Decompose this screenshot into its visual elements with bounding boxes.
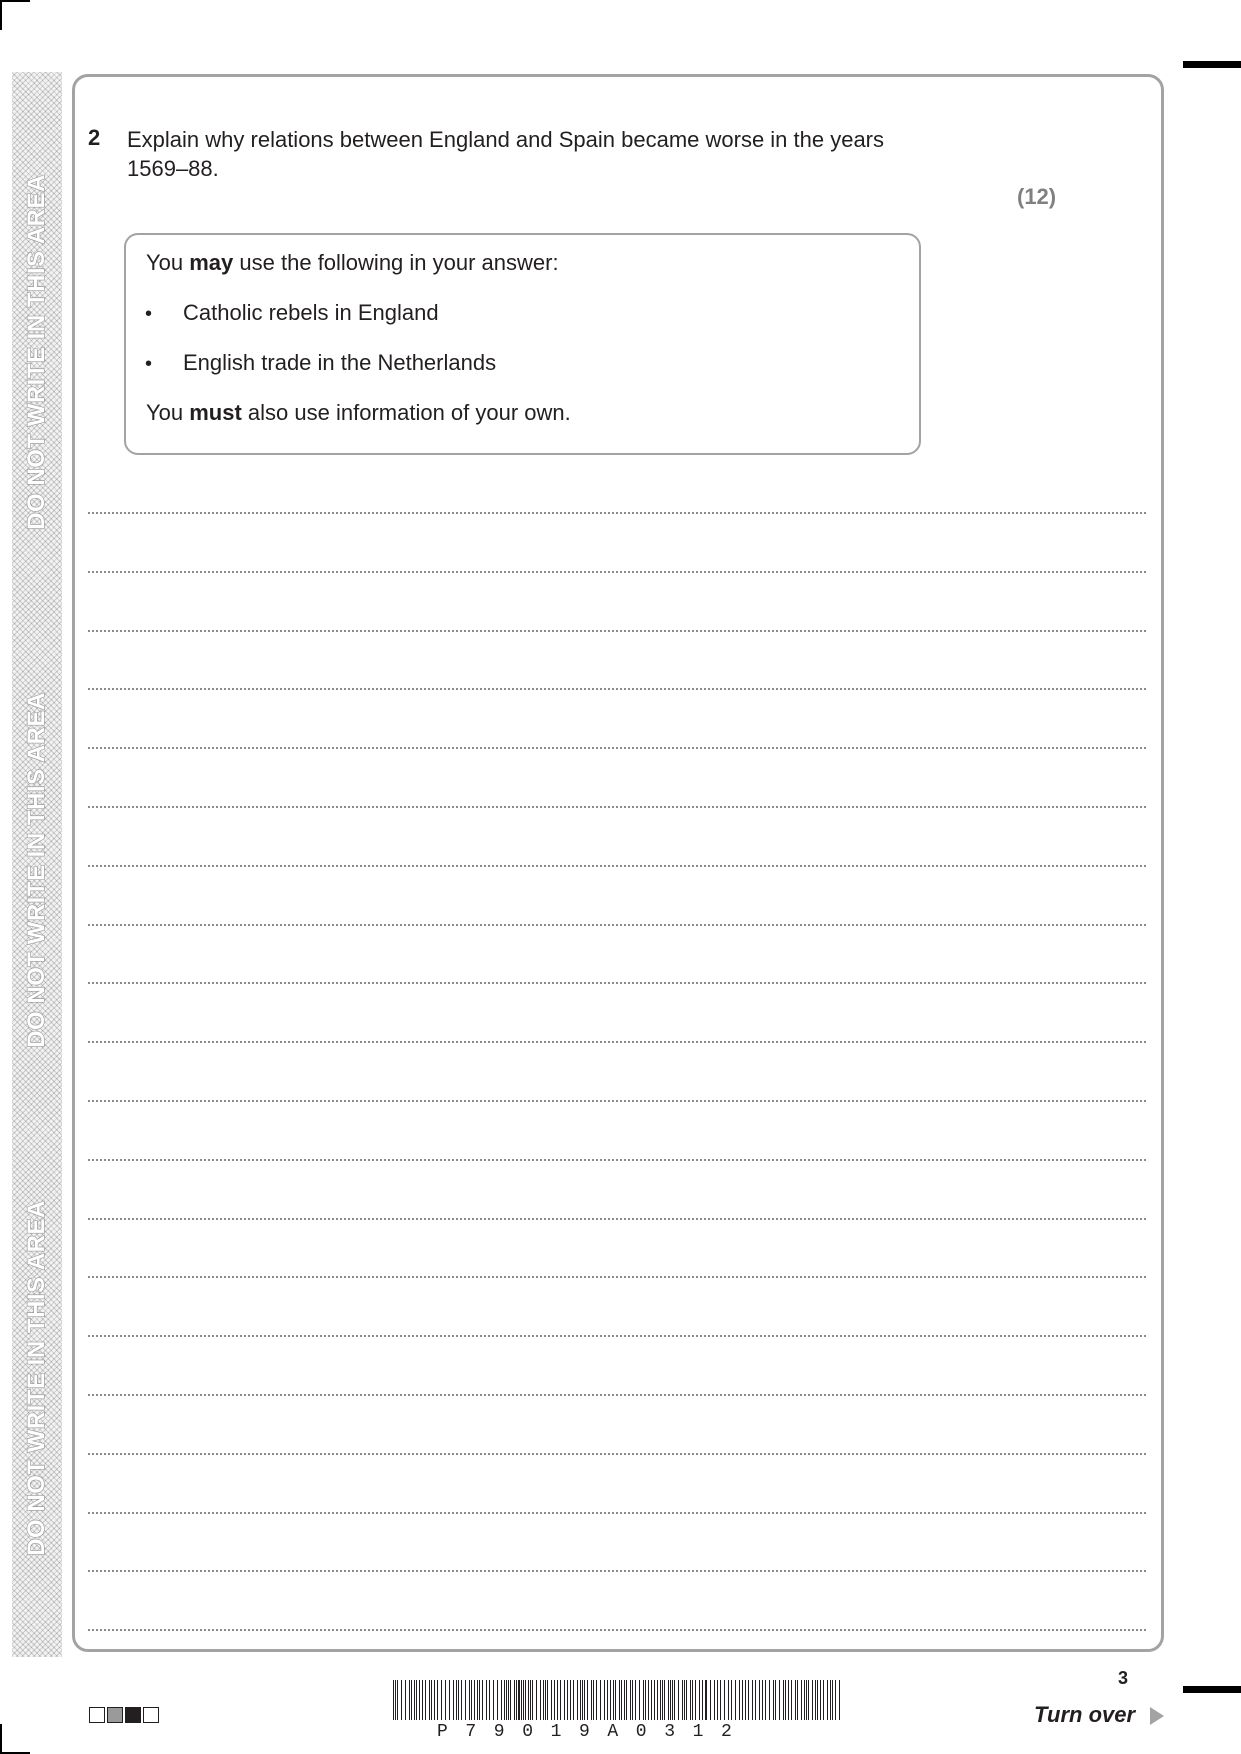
barcode-bar	[471, 1680, 472, 1720]
barcode-bar	[626, 1680, 627, 1720]
turn-over-arrow-icon	[1150, 1707, 1164, 1725]
barcode-bar	[717, 1680, 718, 1720]
margin-warning-middle: DO NOT WRITE IN THIS AREA	[23, 692, 50, 1048]
barcode-bar	[775, 1680, 776, 1720]
barcode-bar	[769, 1680, 770, 1720]
hint-item: English trade in the Netherlands	[183, 350, 497, 375]
bullet-icon: •	[145, 303, 153, 325]
barcode-bar	[441, 1680, 442, 1720]
barcode-bar	[654, 1680, 655, 1720]
barcode-bar	[501, 1680, 502, 1720]
hint-intro-suffix: use the following in your answer:	[233, 250, 559, 275]
barcode	[393, 1680, 845, 1720]
barcode-bar	[835, 1680, 836, 1720]
barcode-bar	[518, 1680, 520, 1720]
barcode-bar	[429, 1680, 430, 1720]
barcode-bar	[801, 1680, 802, 1720]
barcode-bar	[630, 1680, 631, 1720]
answer-line[interactable]	[88, 1100, 1146, 1102]
barcode-bar	[557, 1680, 558, 1720]
barcode-bar	[797, 1680, 798, 1720]
page-marker-squares	[89, 1707, 159, 1723]
answer-line[interactable]	[88, 1629, 1146, 1631]
barcode-bar	[657, 1680, 658, 1720]
barcode-bar	[613, 1680, 614, 1720]
barcode-bar	[619, 1680, 620, 1720]
barcode-bar	[397, 1680, 398, 1720]
barcode-bar	[714, 1680, 715, 1720]
question-number: 2	[88, 125, 101, 150]
hint-own-prefix: You	[146, 400, 190, 425]
answer-line[interactable]	[88, 1394, 1146, 1396]
barcode-bar	[477, 1680, 478, 1720]
barcode-bar	[486, 1680, 487, 1720]
barcode-bar	[785, 1680, 786, 1720]
question-text: Explain why relations between England and Spain became worse in the years 1569–88.	[127, 127, 885, 181]
barcode-bar	[635, 1680, 636, 1720]
barcode-bar	[528, 1680, 529, 1720]
barcode-bar	[600, 1680, 601, 1720]
barcode-bar	[508, 1680, 509, 1720]
barcode-bar	[742, 1680, 743, 1720]
barcode-bar	[648, 1680, 649, 1720]
barcode-bar	[692, 1680, 693, 1720]
barcode-bar	[670, 1680, 671, 1720]
barcode-bar	[710, 1680, 711, 1720]
barcode-bar	[458, 1680, 459, 1720]
answer-line[interactable]	[88, 1453, 1146, 1455]
barcode-bar	[532, 1680, 533, 1720]
crop-mark-bottom-left-v	[0, 1724, 2, 1754]
barcode-bar	[639, 1680, 640, 1720]
barcode-bar	[393, 1680, 394, 1720]
barcode-bar	[596, 1680, 597, 1720]
answer-line[interactable]	[88, 1159, 1146, 1161]
barcode-bar	[705, 1680, 707, 1720]
barcode-bar	[545, 1680, 546, 1720]
hint-intro	[146, 250, 559, 276]
answer-line[interactable]	[88, 512, 1146, 514]
barcode-bar	[812, 1680, 813, 1720]
barcode-bar	[817, 1680, 818, 1720]
barcode-bar	[461, 1680, 462, 1720]
barcode-bar	[416, 1680, 417, 1720]
hint-own-bold: must	[189, 400, 242, 425]
barcode-bar	[839, 1680, 840, 1720]
answer-line[interactable]	[88, 1570, 1146, 1572]
barcode-bar	[567, 1680, 568, 1720]
registration-bar-top	[1183, 61, 1241, 68]
barcode-bar	[662, 1680, 663, 1720]
margin-warning-top: DO NOT WRITE IN THIS AREA	[23, 174, 50, 530]
barcode-bar	[593, 1680, 594, 1720]
barcode-bar	[632, 1680, 633, 1720]
answer-line[interactable]	[88, 747, 1146, 749]
barcode-bar	[682, 1680, 683, 1720]
barcode-bar	[690, 1680, 691, 1720]
answer-line[interactable]	[88, 571, 1146, 573]
barcode-bar	[409, 1680, 410, 1720]
barcode-bar	[564, 1680, 565, 1720]
barcode-bar	[795, 1680, 796, 1720]
crop-mark-top-left-h	[0, 0, 30, 2]
page-number: 3	[1118, 1668, 1129, 1688]
barcode-bar	[570, 1680, 571, 1720]
barcode-bar	[580, 1680, 581, 1720]
barcode-bar	[422, 1680, 423, 1720]
barcode-bar	[804, 1680, 805, 1720]
answer-line[interactable]	[88, 924, 1146, 926]
barcode-bar	[401, 1680, 402, 1720]
barcode-bar	[554, 1680, 555, 1720]
barcode-bar	[453, 1680, 454, 1720]
barcode-bar	[624, 1680, 625, 1720]
barcode-bar	[449, 1680, 450, 1720]
barcode-bar	[547, 1680, 548, 1720]
barcode-bar	[808, 1680, 809, 1720]
marker-square-empty	[143, 1707, 159, 1723]
answer-line[interactable]	[88, 1041, 1146, 1043]
barcode-bar	[514, 1680, 515, 1720]
barcode-bar	[504, 1680, 505, 1720]
barcode-bar	[530, 1680, 531, 1720]
barcode-bar	[395, 1680, 396, 1720]
barcode-bar	[543, 1680, 544, 1720]
barcode-bar	[497, 1680, 498, 1720]
barcode-bar	[419, 1680, 420, 1720]
barcode-bar	[577, 1680, 578, 1720]
barcode-bar	[678, 1680, 679, 1720]
marker-square-black	[125, 1707, 141, 1723]
barcode-bar	[582, 1680, 583, 1720]
barcode-bar	[827, 1680, 828, 1720]
answer-line[interactable]	[88, 1276, 1146, 1278]
registration-bar-bottom	[1183, 1686, 1241, 1693]
barcode-bar	[621, 1680, 622, 1720]
barcode-bar	[434, 1680, 435, 1720]
barcode-bar	[765, 1680, 766, 1720]
answer-line[interactable]	[88, 1512, 1146, 1514]
barcode-bar	[752, 1680, 753, 1720]
hint-own-info	[146, 400, 571, 426]
barcode-bar	[664, 1680, 665, 1720]
marker-square-empty	[89, 1707, 105, 1723]
hint-item: Catholic rebels in England	[183, 300, 439, 325]
barcode-bar	[672, 1680, 673, 1720]
barcode-bar	[660, 1680, 661, 1720]
hint-intro-bold: may	[189, 250, 234, 275]
barcode-bar	[445, 1680, 446, 1720]
barcode-bar	[536, 1680, 537, 1720]
barcode-bar	[551, 1680, 552, 1720]
barcode-bar	[414, 1680, 415, 1720]
barcode-bar	[731, 1680, 732, 1720]
barcode-bar	[615, 1680, 616, 1720]
barcode-bar	[456, 1680, 457, 1720]
hint-intro-prefix: You	[146, 250, 190, 275]
barcode-bar	[469, 1680, 470, 1720]
barcode-bar	[773, 1680, 774, 1720]
barcode-bar	[668, 1680, 669, 1720]
barcode-bar	[745, 1680, 746, 1720]
barcode-bar	[506, 1680, 507, 1720]
barcode-bar	[607, 1680, 608, 1720]
barcode-bar	[479, 1680, 480, 1720]
barcode-bar	[591, 1680, 592, 1720]
barcode-bar	[573, 1680, 574, 1720]
barcode-bar	[684, 1680, 685, 1720]
marker-square-grey	[107, 1707, 123, 1723]
barcode-bar	[806, 1680, 807, 1720]
barcode-bar	[815, 1680, 816, 1720]
barcode-bar	[604, 1680, 605, 1720]
answer-line[interactable]	[88, 982, 1146, 984]
barcode-bar	[523, 1680, 524, 1720]
barcode-bar	[482, 1680, 483, 1720]
answer-line[interactable]	[88, 688, 1146, 690]
barcode-bar	[832, 1680, 833, 1720]
barcode-bar	[405, 1680, 406, 1720]
barcode-bar	[510, 1680, 511, 1720]
hint-box	[124, 233, 921, 455]
barcode-bar	[739, 1680, 740, 1720]
barcode-bar	[686, 1680, 687, 1720]
barcode-bar	[431, 1680, 432, 1720]
barcode-bar	[823, 1680, 824, 1720]
barcode-bar	[465, 1680, 466, 1720]
barcode-bar	[748, 1680, 749, 1720]
answer-line[interactable]	[88, 1335, 1146, 1337]
barcode-bar	[411, 1680, 412, 1720]
barcode-bar	[791, 1680, 792, 1720]
question-marks: (12)	[1017, 184, 1057, 209]
barcode-bar	[437, 1680, 438, 1720]
barcode-bar	[493, 1680, 494, 1720]
barcode-bar	[728, 1680, 729, 1720]
barcode-bar	[820, 1680, 821, 1720]
barcode-bar	[695, 1680, 696, 1720]
barcode-bar	[735, 1680, 736, 1720]
barcode-bar	[724, 1680, 725, 1720]
barcode-bar	[540, 1680, 541, 1720]
barcode-bar	[699, 1680, 700, 1720]
barcode-bar	[759, 1680, 760, 1720]
barcode-bar	[788, 1680, 789, 1720]
hint-own-suffix: also use information of your own.	[241, 400, 571, 425]
margin-warning-bottom: DO NOT WRITE IN THIS AREA	[23, 1200, 50, 1556]
barcode-bar	[474, 1680, 475, 1720]
barcode-bar	[521, 1680, 522, 1720]
bullet-icon: •	[145, 353, 153, 375]
barcode-bar	[516, 1680, 517, 1720]
barcode-bar	[645, 1680, 646, 1720]
barcode-bar	[560, 1680, 561, 1720]
answer-line[interactable]	[88, 1218, 1146, 1220]
crop-mark-top-left-v	[0, 0, 2, 30]
barcode-digits: P79019A0312	[437, 1722, 750, 1742]
turn-over-label: Turn over	[1034, 1702, 1136, 1727]
barcode-bar	[584, 1680, 585, 1720]
barcode-bar	[651, 1680, 652, 1720]
barcode-bar	[425, 1680, 426, 1720]
answer-line[interactable]	[88, 865, 1146, 867]
barcode-bar	[783, 1680, 784, 1720]
barcode-bar	[643, 1680, 644, 1720]
answer-line[interactable]	[88, 630, 1146, 632]
barcode-bar	[489, 1680, 490, 1720]
barcode-bar	[830, 1680, 831, 1720]
barcode-bar	[702, 1680, 703, 1720]
barcode-bar	[525, 1680, 526, 1720]
barcode-bar	[587, 1680, 588, 1720]
answer-line[interactable]	[88, 806, 1146, 808]
barcode-bar	[720, 1680, 721, 1720]
barcode-bar	[779, 1680, 780, 1720]
barcode-bar	[762, 1680, 763, 1720]
barcode-bar	[755, 1680, 756, 1720]
barcode-bar	[610, 1680, 611, 1720]
barcode-bar	[674, 1680, 675, 1720]
